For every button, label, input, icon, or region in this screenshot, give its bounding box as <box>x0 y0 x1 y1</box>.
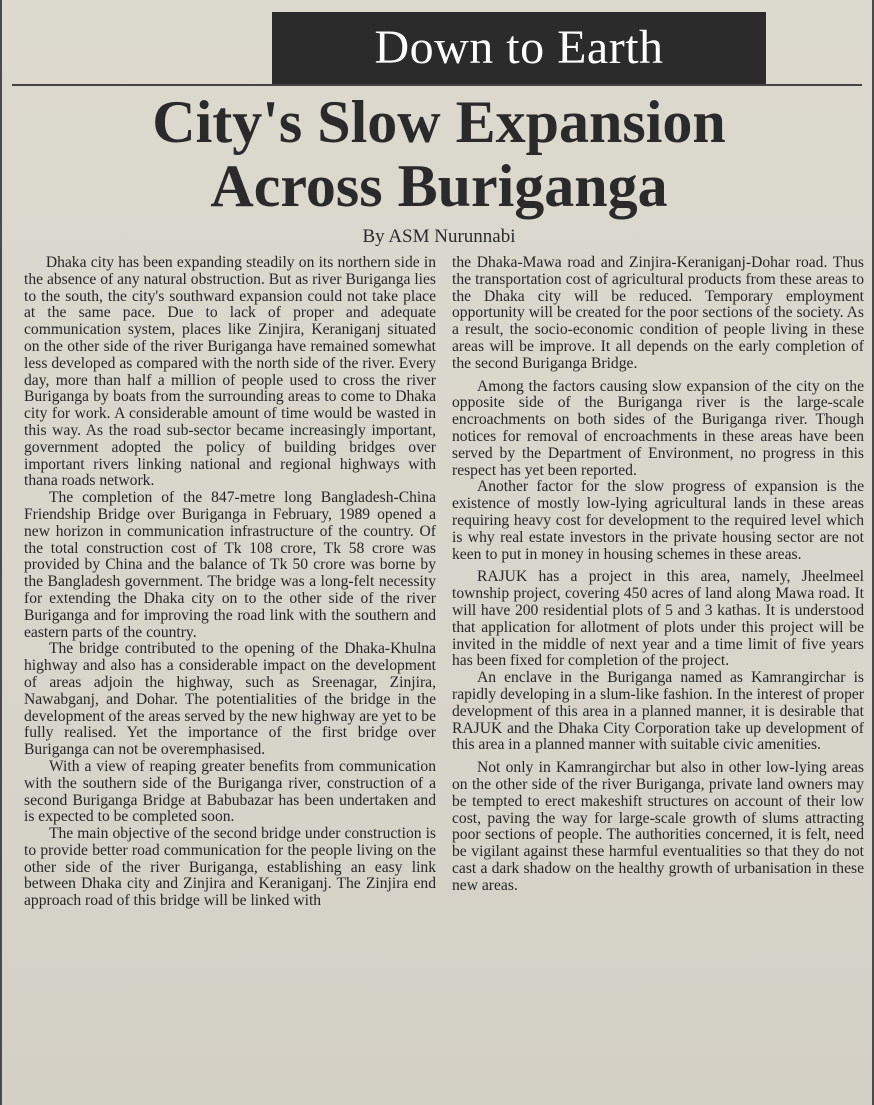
paragraph: The completion of the 847-metre long Bangladesh-China Friendship Bridge over Buriganga in February, 1989 opened a new horizon in communication infrastructure of the country. Of the total construction cost of Tk 108 crore, Tk 58 crore was provided by China and the balance of Tk 50 crore was borne by the Bangladesh government. The bridge was a long-felt necessity for extending the Dhaka city on to the other side of the river Buriganga and for improving the road link with the southern and eastern parts of the country. <box>24 489 436 641</box>
article-column-right <box>452 255 864 1105</box>
headline-line-1: City's Slow Expansion <box>152 89 726 155</box>
paragraph: The main objective of the second bridge under construction is to provide better road communication for the people living on the other side of the river Buriganga, establishing an easy link between Dhaka city and Zinjira and Keraniganj. The Zinjira end approach road of this bridge will be linked with <box>24 825 436 910</box>
header-rule <box>12 84 862 86</box>
paragraph: With a view of reaping greater benefits from communication with the southern side of the Buriganga river, construction of a second Buriganga Bridge at Babubazar has been undertaken and is expected to be completed soon. <box>24 757 436 826</box>
paragraph: the Dhaka-Mawa road and Zinjira-Keraniganj-Dohar road. Thus the transportation cost of agricultural products from these areas to the Dhaka city will be reduced. Temporary employment opportunity will be created for the poor sections of the society. As a result, the socio-economic condition of people living in these areas will be improve. It all depends on the early completion of the second Buriganga Bridge. <box>452 255 864 372</box>
section-banner: Down to Earth <box>272 12 766 84</box>
paragraph: RAJUK has a project in this area, namely, Jheelmeel township project, covering 450 acres of land along Mawa road. It will have 200 residential plots of 5 and 3 kathas. It is understood that application for allotment of plots under this project will be invited in the middle of next year and a time limit of five years has been fixed for completion of the project. <box>452 568 864 670</box>
headline-line-2: Across Buriganga <box>210 153 668 219</box>
paragraph: Not only in Kamrangirchar but also in other low-lying areas on the other side of the river Buriganga, private land owners may be tempted to erect makeshift structures on account of their low cost, paving the way for large-scale growth of slums attracting poor sections of people. The authorities concerned, it is felt, need be vigilant against these harmful eventualities so that they do not cast a dark shadow on the healthy growth of urbanisation in these new areas. <box>452 759 864 894</box>
paragraph: Among the factors causing slow expansion of the city on the opposite side of the Buriganga river is the large-scale encroachments on both sides of the Buriganga river. Though notices for removal of encroachments in these areas have been served by the Department of Environment, no progress in this respect has yet been reported. <box>452 377 864 479</box>
paragraph: An enclave in the Buriganga named as Kamrangirchar is rapidly developing in a slum-like fashion. In the interest of proper development of this area in a planned manner, it is desirable that RAJUK and the Dhaka City Corporation take up development of this area in a planned manner with suitable civic amenities. <box>452 669 864 754</box>
article-headline <box>22 90 856 218</box>
paragraph: Another factor for the slow progress of expansion is the existence of mostly low-lying agricultural lands in these areas requiring heavy cost for development to the required level which is why real estate investors in the private housing sector are not keen to put in money in housing schemes in these areas. <box>452 478 864 563</box>
byline: By ASM Nurunnabi <box>362 226 516 247</box>
article-column-left <box>24 255 436 1105</box>
paragraph: The bridge contributed to the opening of the Dhaka-Khulna highway and also has a considerable impact on the development of areas adjoin the highway, such as Sreenagar, Zinjira, Nawabganj, and Dohar. The potentialities of the bridge in the development of the areas served by the new highway are yet to be fully realised. Yet the importance of the first bridge over Buriganga can not be overemphasised. <box>24 640 436 759</box>
paragraph: Dhaka city has been expanding steadily on its northern side in the absence of any natural obstruction. But as river Buriganga lies to the south, the city's southward expansion could not take place at the same pace. Due to lack of proper and adequate communication system, places like Zinjira, Keraniganj situated on the other side of the river Buriganga have remained somewhat less developed as compared with the north side of the river. Every day, more than half a million of people used to cross the river Buriganga by boats from the surrounding areas to come to Dhaka city for work. A considerable amount of time would be wasted in this way. As the road sub-sector became increasingly important, government adopted the policy of building bridges over important rivers linking national and regional highways with thana roads network. <box>24 255 436 490</box>
